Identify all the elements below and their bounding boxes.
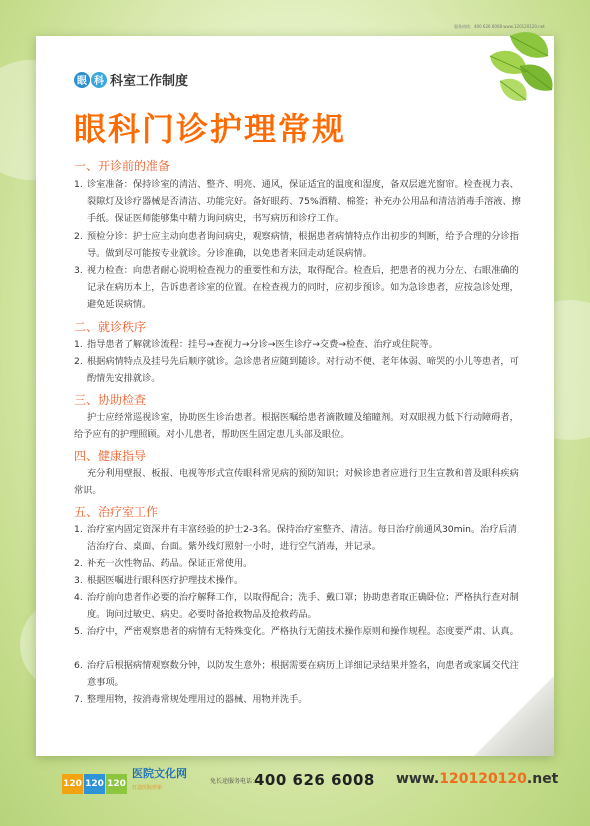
- hotline-number: 400 626 6008: [254, 771, 375, 789]
- logo-number-block: 120: [106, 774, 127, 794]
- item-text: 治疗室内固定资深并有丰富经验的护士2-3名。保持治疗室整齐、清洁。每日治疗前通风30min。治疗后清洁治疗台、桌面、台面。紫外线灯照射一小时，进行空气消毒，并记录。: [87, 524, 517, 552]
- item-number: 1.: [74, 179, 83, 190]
- hotline-label: 免长途服务电话：: [210, 778, 259, 785]
- page-title: 眼科门诊护理常规: [74, 110, 347, 148]
- item-number: 7.: [74, 694, 83, 705]
- list-item: [74, 589, 524, 623]
- logo-text: 科室工作制度: [110, 74, 189, 89]
- item-text: 诊室准备：保持诊室的清洁、整齐、明亮、通风，保证适宜的温度和湿度，备双层遮光窗帘。检查视力表、裂隙灯及诊疗器械是否清洁、功能完好。备好眼药、75%酒精、棉签；补充办公用品和清洁消毒手溶液、擦手纸。保证医师能够集中精力询问病史，书写病历和诊疗工作。: [87, 179, 521, 224]
- list-item: [74, 228, 524, 262]
- item-number: 6.: [74, 660, 83, 671]
- leaves-decoration: [470, 26, 560, 116]
- list-item: [74, 262, 524, 313]
- item-number: 5.: [74, 626, 83, 637]
- item-text: 根据病情特点及挂号先后顺序就诊。急诊患者应随到随诊。对行动不便、老年体弱、啼哭的小儿等患者，可酌情先安排就诊。: [87, 356, 519, 384]
- item-text: 指导患者了解就诊流程：挂号→查视力→分诊→医生诊疗→交费→检查、治疗或住院等。: [87, 339, 438, 350]
- list-item: [74, 353, 524, 387]
- brand-name: 医院文化网: [132, 767, 187, 780]
- item-text: 治疗前向患者作必要的治疗解释工作，以取得配合；洗手、戴口罩；协助患者取正确卧位；严格执行查对制度。询问过敏史、病史。必要时备抢救物品及抢救药品。: [87, 592, 519, 620]
- site-suffix: .net: [526, 771, 559, 787]
- list-item: [74, 521, 524, 555]
- section-heading: 一、开诊前的准备: [74, 159, 171, 173]
- item-text: 治疗中，严密观察患者的病情有无特殊变化。严格执行无菌技术操作原则和操作规程。态度要严肃、认真。: [87, 626, 519, 637]
- section-heading: 二、就诊秩序: [74, 320, 147, 334]
- section-paragraph: 充分利用壁报、板报、电视等形式宣传眼科常见病的预防知识；对候诊患者应进行卫生宣教和普及眼科疾病常识。: [74, 468, 519, 496]
- site-highlight: 120120120: [439, 771, 527, 787]
- item-number: 3.: [74, 575, 83, 586]
- list-item: [74, 336, 524, 353]
- item-text: 补充一次性物品、药品。保证正常使用。: [87, 558, 253, 569]
- item-text: 视力检查：向患者耐心说明检查视力的重要性和方法，取得配合。检查后，把患者的视力分左、右眼准确的记录在病历本上，告诉患者诊室的位置。在检查视力的同时，应初步预诊。如为急诊患者，应按急诊处理，避免延误病情。: [87, 265, 519, 310]
- item-number: 2.: [74, 356, 83, 367]
- logo-char: 眼: [74, 72, 90, 88]
- item-number: 1.: [74, 524, 83, 535]
- brand-subtitle: 打造医院形象: [132, 785, 163, 791]
- item-number: 1.: [74, 339, 83, 350]
- logo-number-block: 120: [84, 774, 105, 794]
- section-heading: 四、健康指导: [74, 449, 147, 463]
- footer-logo[interactable]: [62, 768, 187, 794]
- item-text: 根据医嘱进行眼科医疗护理技术操作。: [87, 575, 244, 586]
- item-number: 4.: [74, 592, 83, 603]
- section-paragraph: 护士应经常巡视诊室，协助医生诊治患者。根据医嘱给患者滴散瞳及缩瞳剂。对双眼视力低下行动障碍者，给予应有的护理照顾。对小儿患者，帮助医生固定患儿头部及眼位。: [74, 412, 519, 440]
- logo-number-block: 120: [62, 774, 83, 794]
- item-number: 2.: [74, 558, 83, 569]
- site-prefix: www.: [396, 771, 440, 787]
- item-text: 治疗后根据病情观察数分钟，以防发生意外；根据需要在病历上详细记录结果并签名，向患者或家属交代注意事项。: [87, 660, 519, 688]
- logo-badge: [74, 72, 107, 88]
- item-number: 3.: [74, 265, 83, 276]
- list-item: [74, 623, 524, 640]
- logo-char: 科: [91, 72, 107, 88]
- item-text: 预检分诊：护士应主动向患者询问病史，观察病情，根据患者病情特点作出初步的判断，给予合理的分诊指导。做到尽可能按专业就诊。分诊准确，以免患者来回走动延误病情。: [87, 231, 519, 259]
- item-text: 整理用物，按消毒常规处理用过的器械、用物并洗手。: [87, 694, 308, 705]
- list-item: [74, 657, 524, 691]
- list-item: [74, 176, 524, 227]
- section-heading: 三、协助检查: [74, 393, 147, 407]
- footer-website-link[interactable]: [396, 771, 558, 787]
- item-number: 2.: [74, 231, 83, 242]
- header-tiny-site: 服务热线：400 626 6008 www.120120120.net: [454, 24, 545, 29]
- footer-brand: [132, 768, 187, 794]
- dept-logo: [74, 70, 188, 89]
- list-item: [74, 555, 524, 572]
- list-item: [74, 572, 524, 589]
- list-item: [74, 691, 524, 708]
- section-heading: 五、治疗室工作: [74, 505, 159, 519]
